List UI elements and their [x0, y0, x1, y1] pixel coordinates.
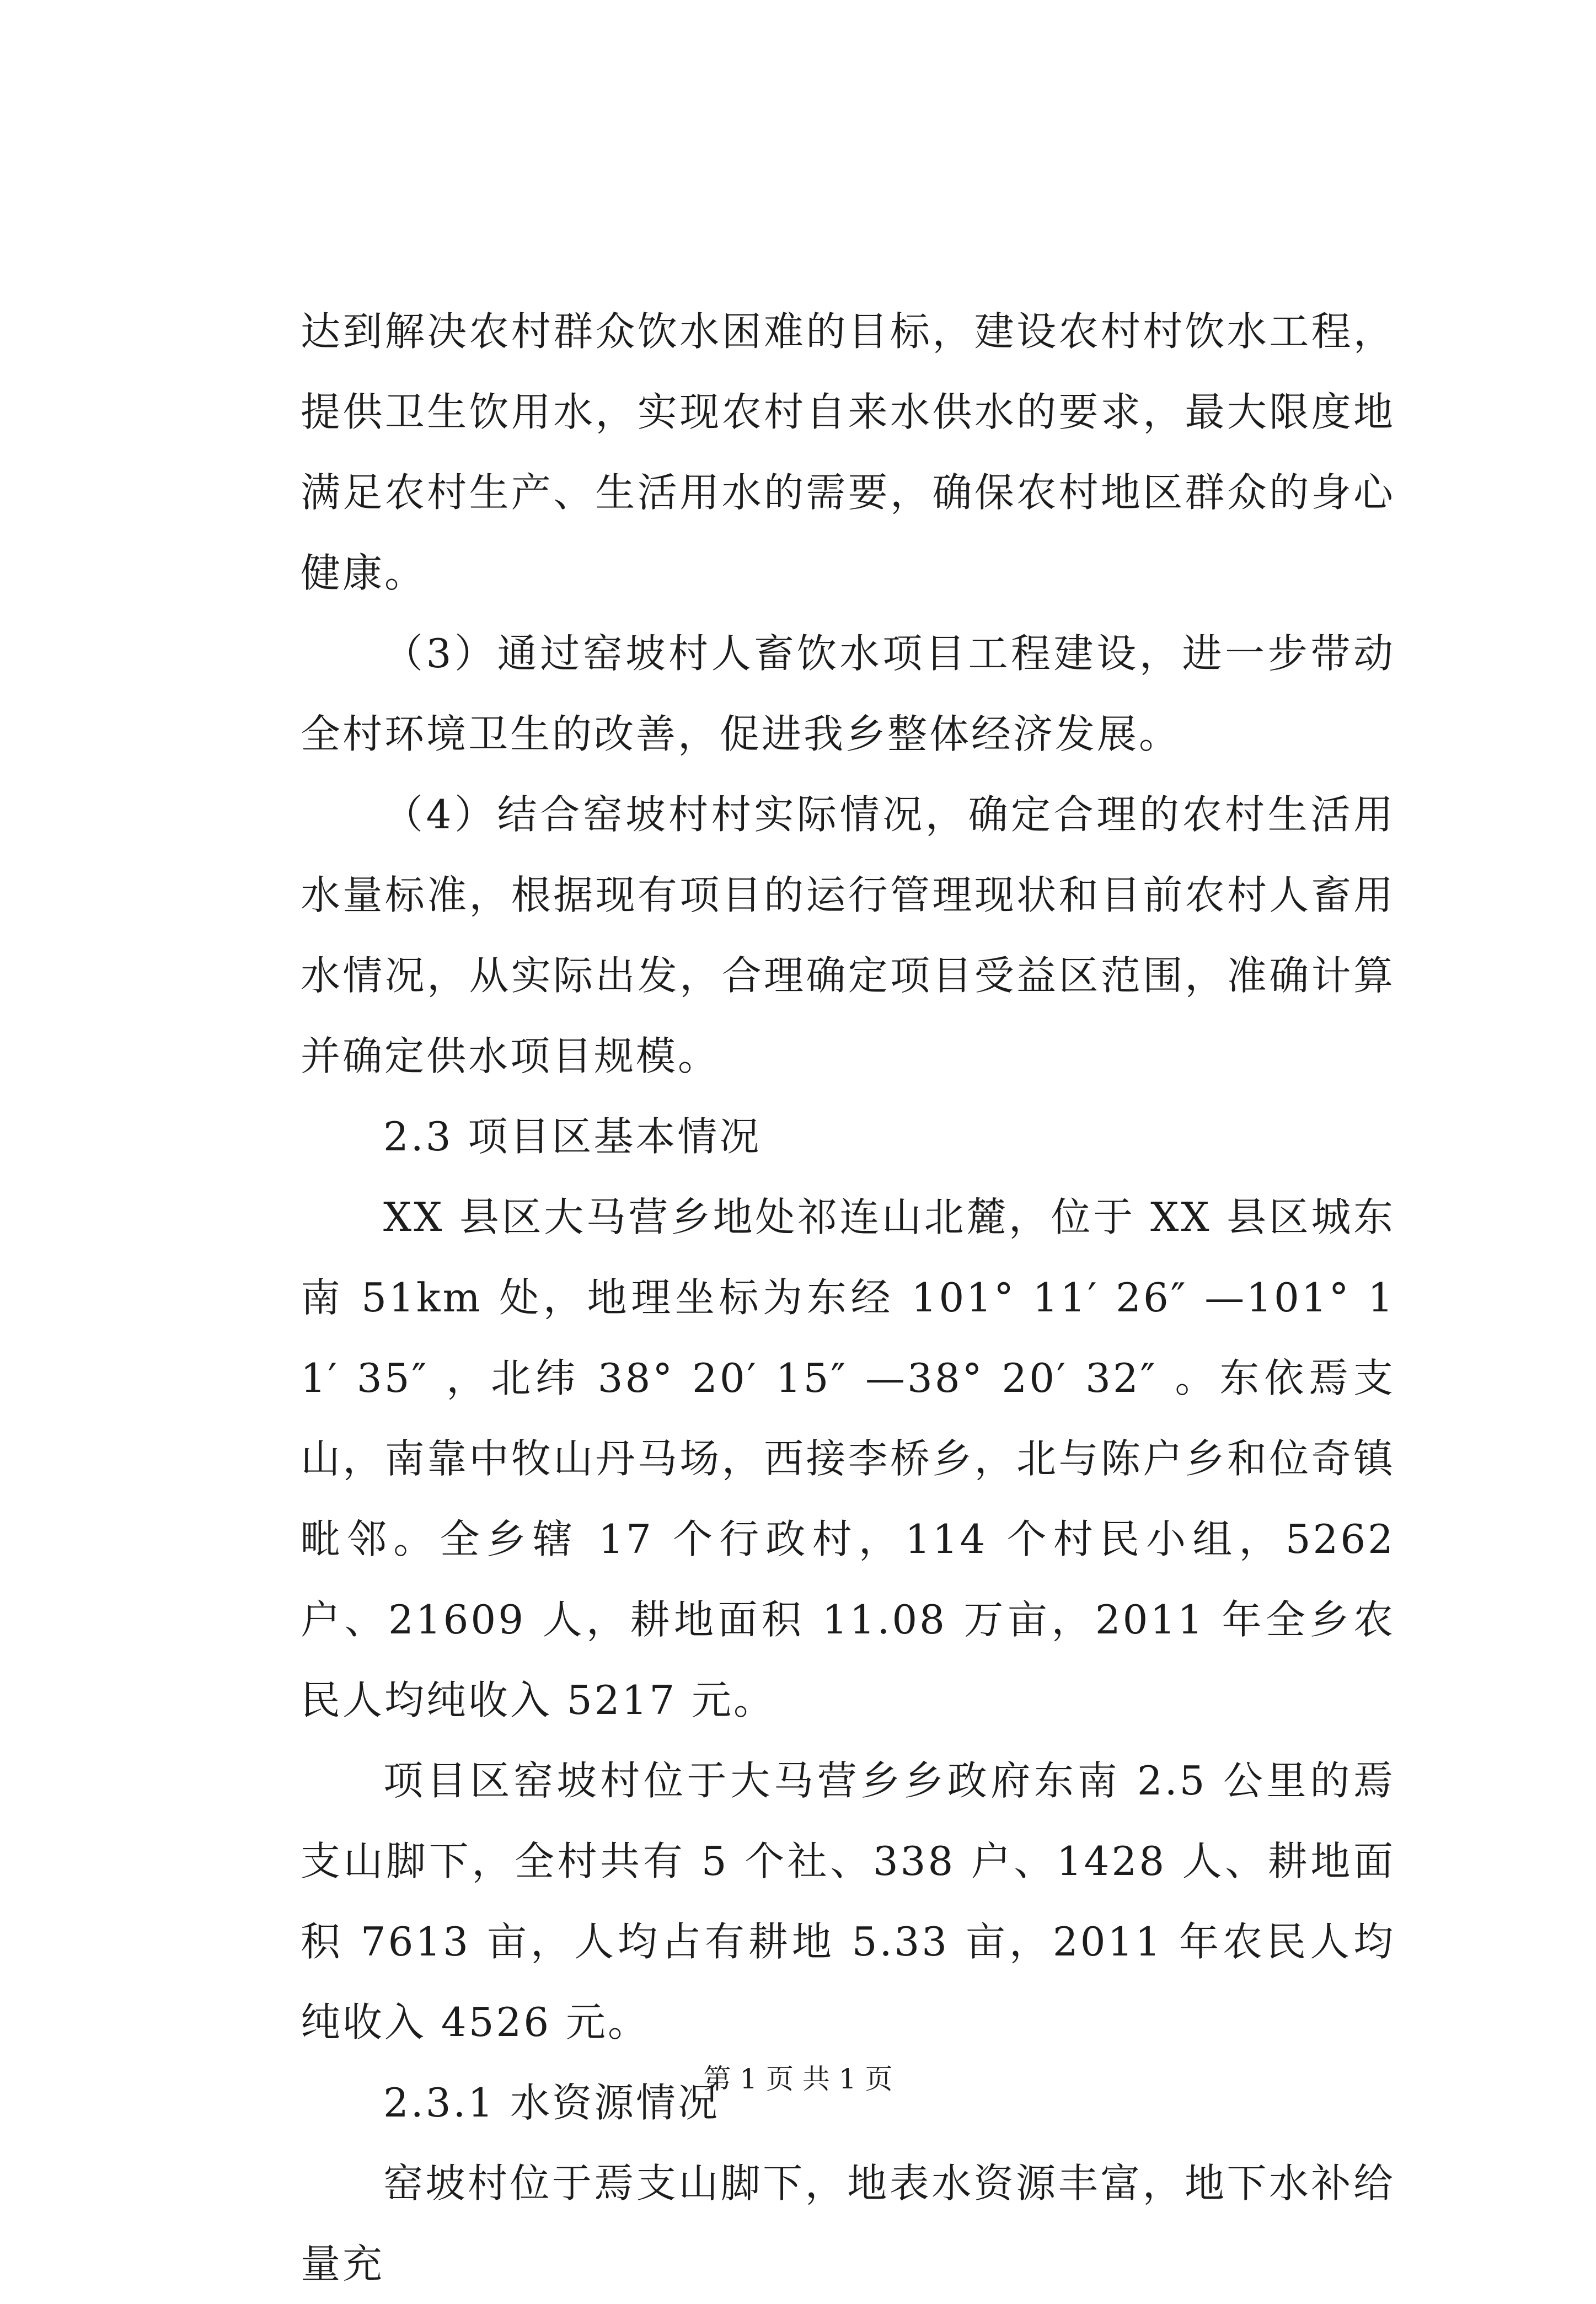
paragraph-item-4: （4）结合窑坡村村实际情况，确定合理的农村生活用水量标准，根据现有项目的运行管理现状和目前农村人畜用水情况，从实际出发，合理确定项目受益区范围，准确计算并确定供水项目规模。: [301, 791, 1395, 1079]
paragraph-village-overview: 项目区窑坡村位于大马营乡乡政府东南 2.5 公里的焉支山脚下，全村共有 5 个社、338 户、1428 人、耕地面积 7613 亩，人均占有耕地 5.33 亩，2011 年农民人均纯收入 4526 元。: [301, 1758, 1395, 2045]
paragraph-item-3: （3）通过窑坡村人畜饮水项目工程建设，进一步带动全村环境卫生的改善，促进我乡整体经济发展。: [301, 630, 1395, 757]
paragraph-township-overview: XX 县区大马营乡地处祁连山北麓，位于 XX 县区城东南 51km 处，地理坐标为东经 101° 11′ 26″ —101° 11′ 35″ ，北纬 38° 20′ 15″ —38° 20′ 32″ 。东依焉支山，南靠中牧山丹马场，西接李桥乡，北与陈户乡和位奇镇毗邻。全乡辖 17 个行政村，114 个村民小组，5262 户、21609 人，耕地面积 11.08 万亩，2011 年全乡农民人均纯收入 5217 元。: [301, 1194, 1395, 1723]
section-heading-2-3: 2.3 项目区基本情况: [383, 1113, 762, 1160]
section-heading-2-3-1: 2.3.1 水资源情况: [383, 2080, 720, 2126]
paragraph-continuation: 达到解决农村群众饮水困难的目标，建设农村村饮水工程，提供卫生饮用水，实现农村自来水供水的要求，最大限度地满足农村生产、生活用水的需要，确保农村地区群众的身心健康。: [301, 308, 1395, 596]
page-footer: 第 1 页 共 1 页: [703, 2063, 893, 2095]
paragraph-water-resources: 窑坡村位于焉支山脚下，地表水资源丰富，地下水补给量充: [301, 2160, 1395, 2287]
document-body: [301, 291, 1395, 2304]
